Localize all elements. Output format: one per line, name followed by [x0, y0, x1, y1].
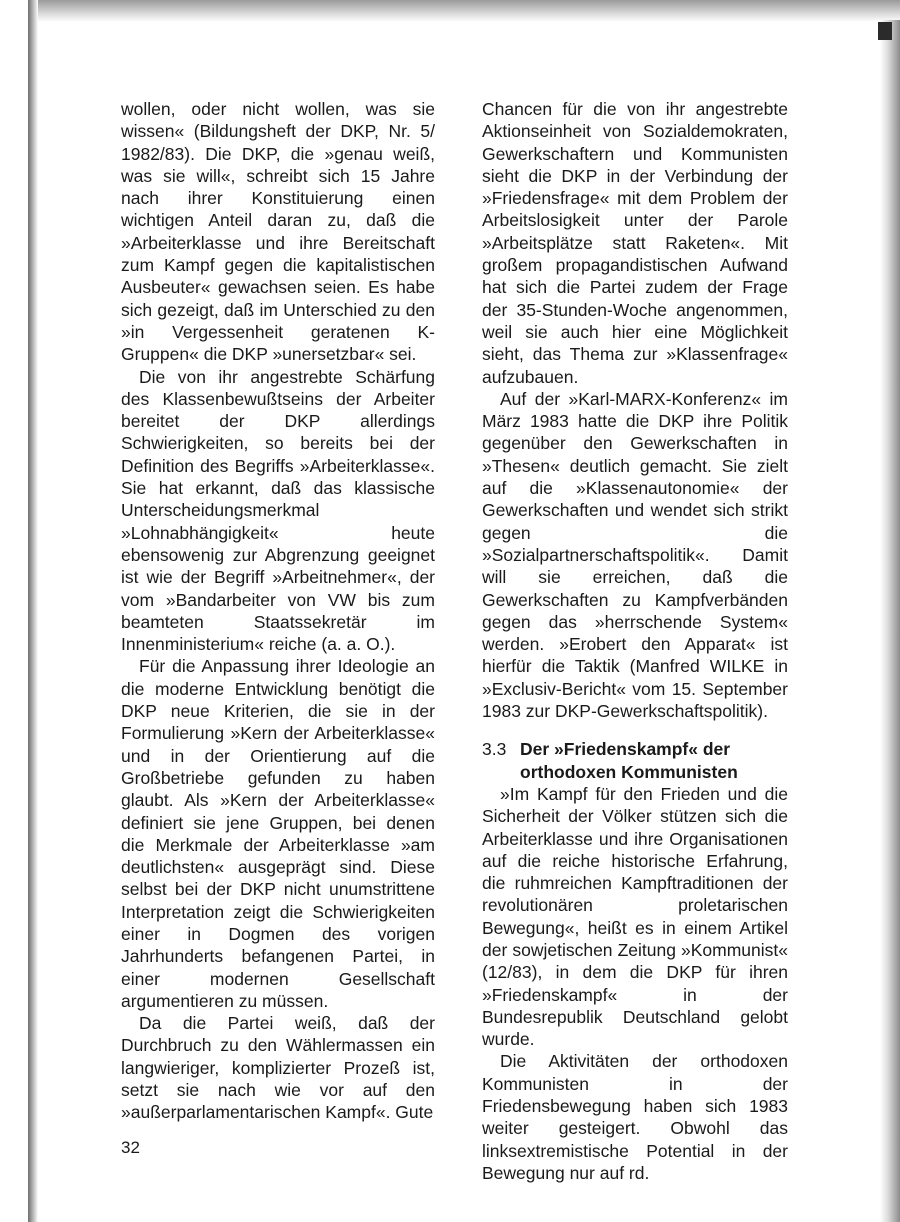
scan-left-edge — [28, 0, 38, 1222]
paragraph: Die von ihr angestrebte Schärfung des Klassenbewußtseins der Arbeiter bereitet der DKP allerdings Schwierigkeiten, so bereits bei der Definition des Begriffs »Arbeiterklasse«. Sie hat erkannt, daß das klassische Unterscheidungsmerkmal »Lohnabhängigkeit« heute ebensowenig zur Abgrenzung geeignet ist wie der Begriff »Arbeitnehmer«, der vom »Bandarbeiter von VW bis zum beamteten Staatssekretär im Innenministerium« reiche (a. a. O.). — [121, 366, 435, 655]
page-number: 32 — [121, 1138, 140, 1157]
left-column — [121, 98, 435, 1124]
section-number: 3.3 — [482, 739, 507, 760]
scan-right-edge — [880, 20, 900, 1222]
right-column — [482, 98, 788, 1184]
section-heading — [482, 738, 788, 783]
section-title-line1: Der »Friedenskampf« der — [520, 739, 731, 760]
paragraph: Für die Anpassung ihrer Ideologie an die moderne Entwicklung benötigt die DKP neue Kriterien, die sie in der Formulierung »Kern der Arbeiterklasse« und in der Orientierung auf die Großbetriebe gefunden zu haben glaubt. Als »Kern der Arbeiterklasse« definiert sie jene Gruppen, bei denen die Merkmale der Arbeiterklasse »am deutlichsten« ausgeprägt sind. Diese selbst bei der DKP nicht unumstrittene Interpretation zeigt die Schwierigkeiten einer in Dogmen des vorigen Jahrhunderts befangenen Partei, in einer modernen Gesellschaft argumentieren zu müssen. — [121, 656, 435, 1011]
paragraph: Chancen für die von ihr angestrebte Aktionseinheit von Sozialdemokraten, Gewerkschaftern und Kommunisten sieht die DKP in der Verbindung der »Friedensfrage« mit dem Problem der Arbeitslosigkeit unter der Parole »Arbeitsplätze statt Raketen«. Mit großem propagandistischen Aufwand hat sich die Partei zudem der Frage der 35-Stunden-Woche angenommen, weil sie auch hier eine Möglichkeit sieht, das Thema zur »Klassenfrage« aufzubauen. — [482, 99, 788, 387]
scan-top-edge — [30, 0, 900, 22]
paragraph: Da die Partei weiß, daß der Durchbruch zu den Wählermassen ein langwieriger, komplizierter Prozeß ist, setzt sie nach wie vor auf den »außerparlamentarischen Kampf«. Gute — [121, 1013, 435, 1123]
paragraph: Die Aktivitäten der orthodoxen Kommunisten in der Friedensbewegung haben sich 1983 weiter gesteigert. Obwohl das linksextremistische Potential in der Bewegung nur auf rd. — [482, 1051, 788, 1183]
paragraph: »Im Kampf für den Frieden und die Sicherheit der Völker stützen sich die Arbeiterklasse und ihre Organisationen auf die reiche historische Erfahrung, die ruhmreichen Kampftraditionen der revolutionären proletarischen Bewegung«, heißt es in einem Artikel der sowjetischen Zeitung »Kommunist« (12/83), in dem die DKP für ihren »Friedenskampf« in der Bundesrepublik Deutschland gelobt wurde. — [482, 783, 788, 1050]
paragraph: wollen, oder nicht wollen, was sie wissen« (Bildungsheft der DKP, Nr. 5/ 1982/83). Die DKP, die »genau weiß, was sie will«, schreibt sich 15 Jahre nach ihrer Konstituierung einen wichtigen Anteil daran zu, daß die »Arbeiterklasse und ihre Bereitschaft zum Kampf gegen die kapitalistischen Ausbeuter« gewachsen seien. Es habe sich gezeigt, daß im Unterschied zu den »in Vergessenheit geratenen K-Gruppen« die DKP »unersetzbar« sei. — [121, 99, 435, 365]
section-title-line2: orthodoxen Kommunisten — [520, 761, 738, 782]
scan-corner-mark — [878, 22, 892, 40]
paragraph: Auf der »Karl-MARX-Konferenz« im März 1983 hatte die DKP ihre Politik gegenüber den Gewerkschaften in »Thesen« deutlich gemacht. Sie zielt auf die »Klassenautonomie« der Gewerkschaften und wendet sich strikt gegen die »Sozialpartnerschaftspolitik«. Damit will sie erreichen, daß die Gewerkschaften zu Kampfverbänden gegen das »herrschende System« werden. »Erobert den Apparat« ist hierfür die Taktik (Manfred WILKE in »Exclusiv-Bericht« vom 15. September 1983 zur DKP-Gewerkschaftspolitik). — [482, 388, 788, 722]
